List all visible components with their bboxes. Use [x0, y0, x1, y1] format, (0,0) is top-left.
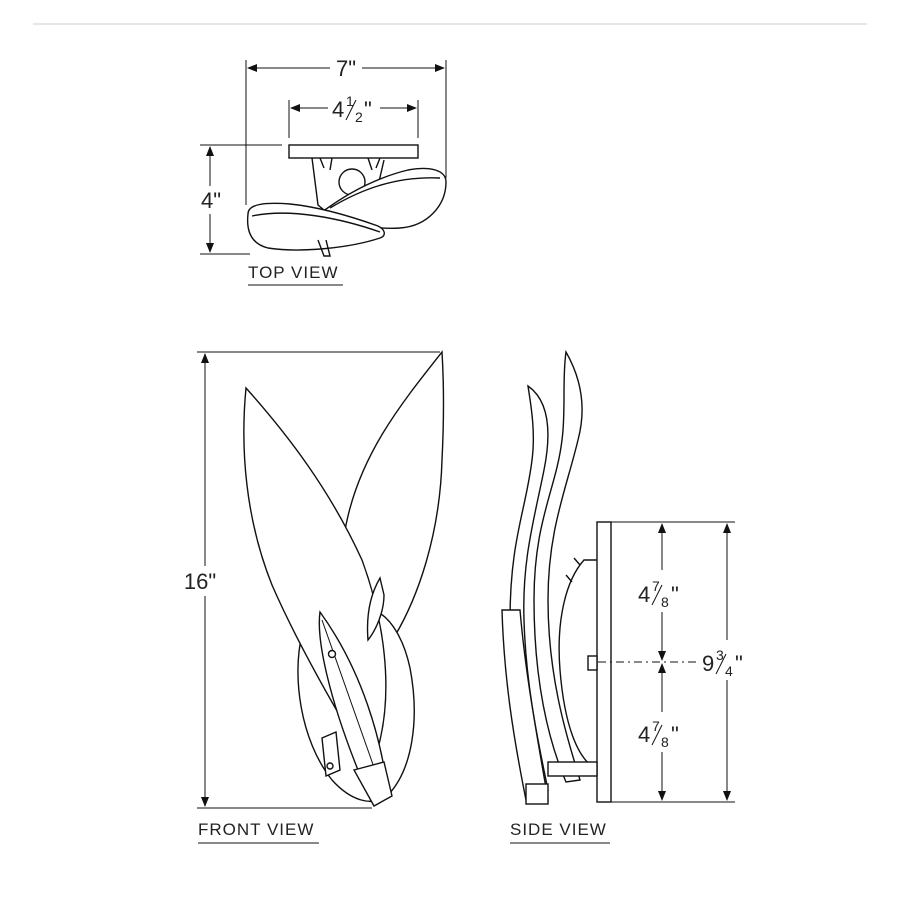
top-plate-label	[332, 93, 372, 125]
svg-text:3: 3	[716, 647, 724, 663]
front-view-label: FRONT VIEW	[198, 820, 315, 839]
svg-text:": "	[671, 722, 679, 747]
svg-text:": "	[735, 651, 743, 676]
front-view	[184, 352, 444, 843]
svg-text:4: 4	[638, 722, 651, 747]
side-view-label: SIDE VIEW	[510, 820, 607, 839]
top-view-label: TOP VIEW	[248, 263, 339, 282]
svg-text:7: 7	[652, 718, 660, 734]
svg-text:9: 9	[702, 651, 715, 676]
svg-text:": "	[364, 97, 372, 122]
side-upper-label	[638, 578, 679, 610]
side-view	[502, 352, 743, 843]
side-lower-label	[638, 718, 679, 750]
top-depth-label: 4"	[200, 188, 222, 213]
svg-text:": "	[671, 582, 679, 607]
front-height-label: 16"	[183, 569, 217, 594]
svg-text:4: 4	[332, 97, 345, 122]
svg-text:7: 7	[652, 578, 660, 594]
top-width-label: 7"	[335, 56, 357, 81]
svg-text:8: 8	[661, 594, 669, 610]
svg-text:4: 4	[725, 663, 733, 679]
svg-text:2: 2	[355, 109, 363, 125]
top-wall-plate	[289, 145, 418, 158]
svg-text:8: 8	[661, 734, 669, 750]
side-total-label	[702, 647, 743, 679]
svg-text:4: 4	[638, 582, 651, 607]
top-view	[200, 56, 446, 285]
svg-text:1: 1	[346, 93, 354, 109]
